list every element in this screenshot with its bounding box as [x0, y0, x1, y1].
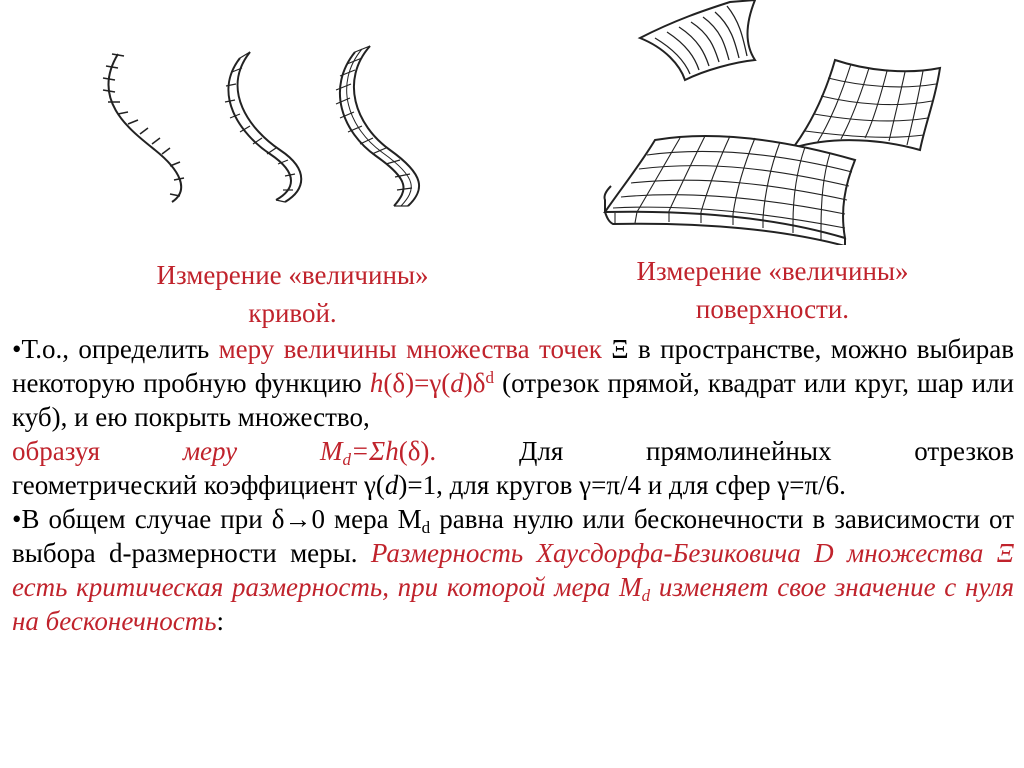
body-text	[12, 332, 1014, 638]
curve-ribbon	[225, 52, 301, 202]
caption-surface	[570, 252, 975, 328]
caption-surface-line1: Измерение «величины»	[636, 256, 909, 286]
caption-surface-line2: поверхности.	[695, 294, 850, 324]
curve-with-ticks	[103, 54, 184, 202]
curve-figures	[90, 40, 450, 215]
caption-curve-line1: Измерение «величины»	[156, 260, 429, 290]
paragraph-measure: •Т.о., определить меру величины множества точек Ξ в пространстве, можно выбирав некоторую пробную функцию $h(\delta)=\gamma(d)\delta^d$ (отрезок прямой, квадрат или круг, шар или куб), и ею покрыть множество,	[12, 334, 1015, 432]
surface-grid-slab	[604, 136, 855, 245]
caption-curve	[90, 256, 495, 332]
paragraph-measure-rest: геометрический коэффициент γ(d)=1, для кругов γ=π/4 и для сфер γ=π/6.	[12, 470, 846, 500]
surface-sheet-hatched	[640, 0, 755, 80]
paragraph-hausdorff: •В общем случае при δ→0 мера $M_d$ равна нулю или бесконечности в зависимости от выбора d-размерности меры. Размерность Хаусдорфа-Безиковича D множества Ξ есть критическая размерность, при которой мера $M_d$ изменяет свое значение с нуля на бесконечность:	[12, 504, 1014, 636]
surface-figures	[595, 0, 975, 245]
surface-grid-thin	[793, 60, 940, 150]
caption-curve-line2: кривой.	[248, 298, 337, 328]
curve-tube-grid	[336, 46, 419, 206]
paragraph-measure-line4: образуя меру $M_d=\Sigma h(\delta)$. Для прямолинейных отрезков	[12, 436, 1015, 469]
